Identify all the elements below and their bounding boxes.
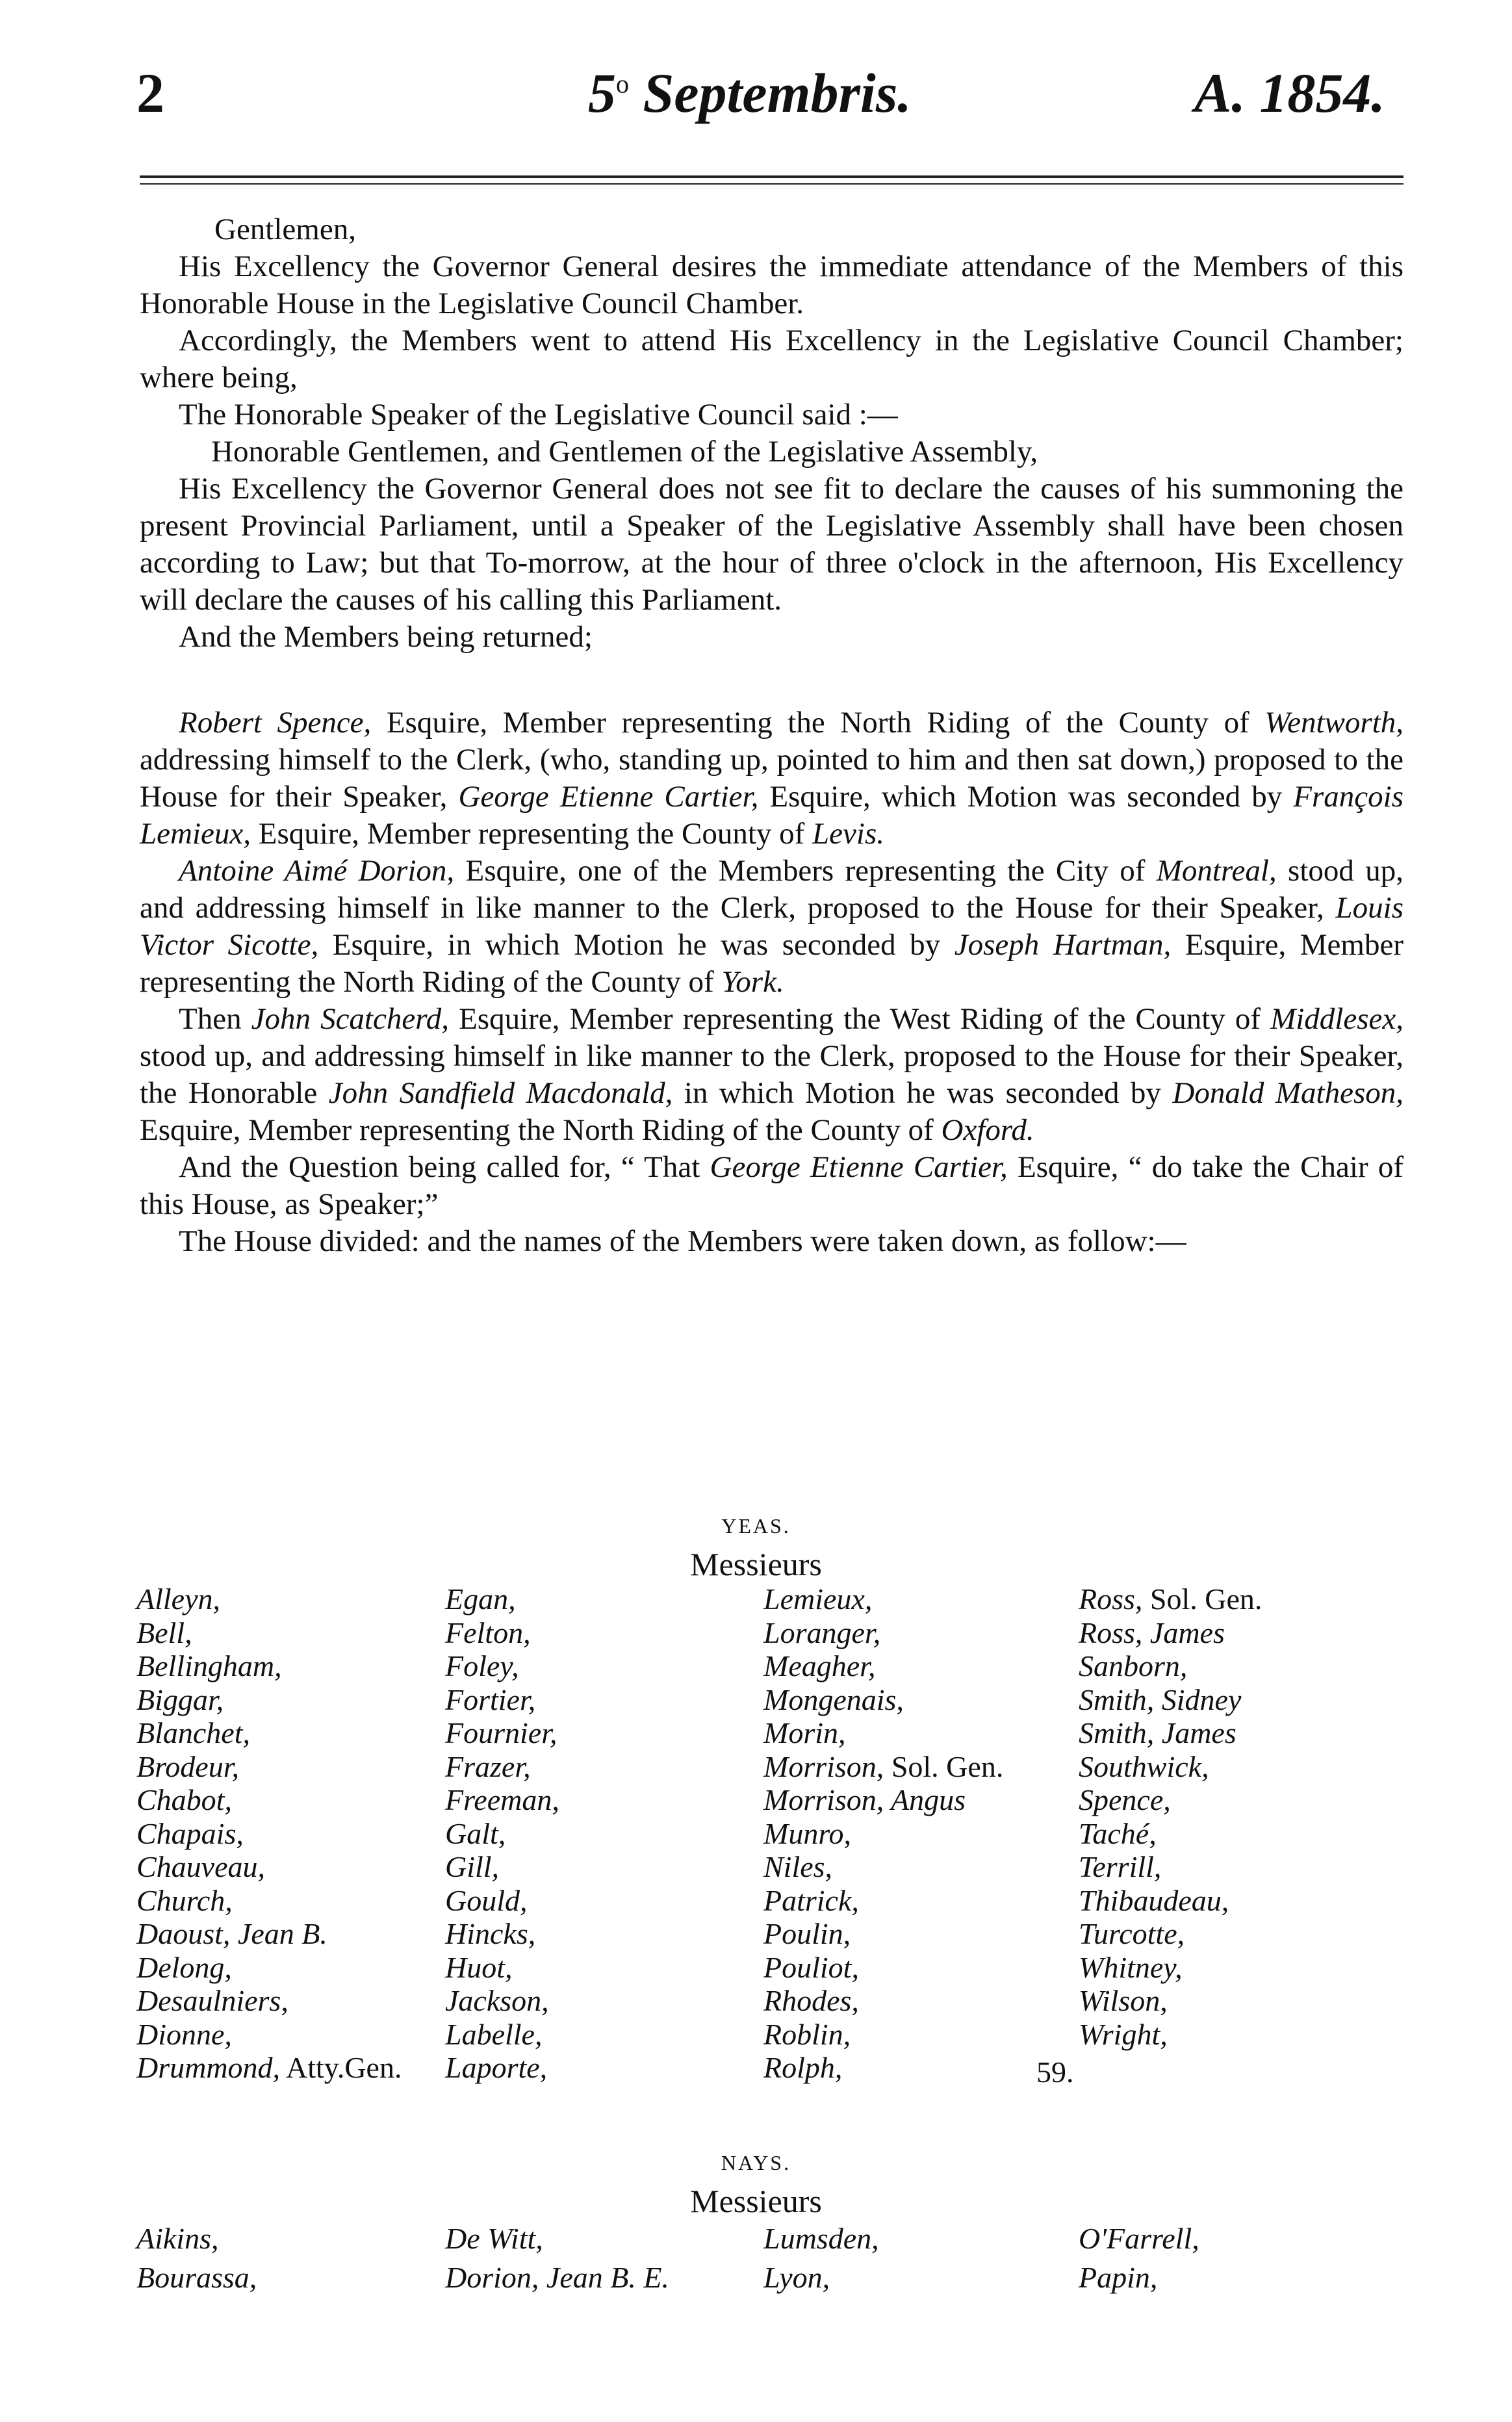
member-name: Jackson, <box>445 1984 549 2017</box>
paragraph-attendance: His Excellency the Governor General desires the immediate attendance of the Members of this Honorable House in the Legislative Council Chamber. <box>140 250 1403 320</box>
member-name: Foley, <box>445 1649 519 1682</box>
member-entry <box>1079 2018 1262 2052</box>
yeas-count: 59. <box>1036 2055 1074 2089</box>
member-name: Loranger, <box>763 1616 881 1649</box>
member-entry <box>445 1649 559 1683</box>
member-name: Lumsden, <box>763 2222 879 2255</box>
member-entry <box>763 2258 879 2297</box>
paragraph-returned: And the Members being returned; <box>179 620 593 654</box>
greeting: Gentlemen, <box>214 213 356 246</box>
member-name: Fournier, <box>445 1716 557 1749</box>
member-entry <box>136 1817 402 1851</box>
member-name: Bellingham, <box>136 1649 282 1682</box>
nays-column-4 <box>1079 2219 1199 2297</box>
member-name: Morin, <box>763 1716 846 1749</box>
member-entry <box>136 1850 402 1884</box>
member-entry <box>763 1850 1003 1884</box>
member-entry <box>136 1783 402 1817</box>
member-name: Chapais, <box>136 1816 244 1850</box>
member-name: Alleyn, <box>136 1582 220 1616</box>
header-year: A. 1854. <box>1194 62 1385 124</box>
member-entry <box>445 1984 559 2018</box>
member-entry <box>1079 1984 1262 2018</box>
member-name: Dionne, <box>136 2017 232 2051</box>
member-name: Pouliot, <box>763 1950 859 1984</box>
member-name: Morrison, Angus <box>763 1783 966 1816</box>
member-name: Egan, <box>445 1582 516 1616</box>
member-entry <box>1079 1582 1262 1616</box>
member-entry <box>136 2051 402 2085</box>
member-name: Rolph, <box>763 2051 843 2084</box>
member-title: Sol. Gen. <box>891 1749 1004 1783</box>
member-name: Chauveau, <box>136 1850 266 1883</box>
member-entry <box>136 1884 402 1918</box>
member-title: Sol. Gen. <box>1149 1582 1262 1616</box>
member-name: Lyon, <box>763 2261 830 2294</box>
member-name: Freeman, <box>445 1783 559 1816</box>
member-entry <box>1079 1850 1262 1884</box>
member-name: Fortier, <box>445 1682 536 1716</box>
header-rule <box>140 175 1403 178</box>
member-name: Bourassa, <box>136 2261 257 2294</box>
member-entry <box>136 1582 402 1616</box>
member-entry <box>763 1683 1003 1717</box>
member-entry <box>763 1817 1003 1851</box>
member-name: Niles, <box>763 1850 833 1883</box>
member-entry <box>136 1750 402 1784</box>
member-name: Sanborn, <box>1079 1649 1188 1682</box>
yeas-subtitle: Messieurs <box>690 1546 822 1582</box>
member-entry <box>445 2018 559 2052</box>
member-name: Church, <box>136 1883 233 1917</box>
nays-column-3 <box>763 2219 879 2297</box>
motion-spence: Robert Spence, Esquire, Member representing the North Riding of the County of Wentworth, addressing himself to the Clerk, (who, standing up, pointed to him and then sat down,) proposed to the House for their Speaker, George Etienne Cartier, Esquire, which Motion was seconded by François Lemieux, Esquire, Member representing the County of Levis. <box>140 706 1403 851</box>
member-name: Laporte, <box>445 2051 548 2084</box>
nays-column-2 <box>445 2219 669 2297</box>
member-entry <box>1079 1783 1262 1817</box>
member-name: Dorion, Jean B. E. <box>445 2261 669 2294</box>
member-name: Papin, <box>1079 2261 1158 2294</box>
member-entry <box>445 1917 559 1951</box>
member-entry <box>763 1750 1003 1784</box>
paragraph-declaration: His Excellency the Governor General does not see fit to declare the causes of his summoning the present Provincial Parliament, until a Speaker of the Legislative Assembly shall have been chosen according to Law; but that To-morrow, at the hour of three o'clock in the afternoon, His Excellency will declare the causes of his calling this Parliament. <box>140 472 1403 617</box>
member-entry <box>1079 2219 1199 2258</box>
member-name: Huot, <box>445 1950 513 1984</box>
member-name: Blanchet, <box>136 1716 250 1749</box>
yeas-column-4 <box>1079 1582 1262 2051</box>
member-entry <box>445 1716 559 1750</box>
member-name: Biggar, <box>136 1682 224 1716</box>
member-name: Drummond, <box>136 2051 281 2084</box>
member-entry <box>136 1616 402 1650</box>
member-name: Gill, <box>445 1850 500 1883</box>
member-entry <box>136 2219 257 2258</box>
member-name: Taché, <box>1079 1816 1157 1850</box>
member-name: O'Farrell, <box>1079 2222 1199 2255</box>
member-name: Roblin, <box>763 2017 851 2051</box>
member-entry <box>763 1783 1003 1817</box>
member-name: Poulin, <box>763 1917 851 1950</box>
member-entry <box>445 1683 559 1717</box>
nays-title: NAYS. <box>721 2151 791 2174</box>
member-entry <box>1079 1750 1262 1784</box>
member-entry <box>1079 1683 1262 1717</box>
member-entry <box>763 1716 1003 1750</box>
header-date: 5$^o$ Septembris. <box>588 62 912 124</box>
member-entry <box>445 1951 559 1985</box>
division-paragraph: The House divided: and the names of the Members were taken down, as follow:— <box>179 1224 1186 1258</box>
member-title: Atty.Gen. <box>286 2051 402 2084</box>
member-entry <box>1079 1616 1262 1650</box>
nays-column-1 <box>136 2219 257 2297</box>
member-name: Wright, <box>1079 2017 1168 2051</box>
member-entry <box>136 2018 402 2052</box>
member-entry <box>1079 1817 1262 1851</box>
member-name: Frazer, <box>445 1749 531 1783</box>
member-entry <box>763 1917 1003 1951</box>
motion-scatcherd: Then John Scatcherd, Esquire, Member representing the West Riding of the County of Middlesex, stood up, and addressing himself in like manner to the Clerk, proposed to the House for their Speaker, the Honorable John Sandfield Macdonald, in which Motion he was seconded by Donald Matheson, Esquire, Member representing the North Riding of the County of Oxford. <box>140 1002 1403 1147</box>
member-entry <box>763 1884 1003 1918</box>
member-name: Delong, <box>136 1950 232 1984</box>
member-name: Chabot, <box>136 1783 232 1816</box>
member-name: Smith, Sidney <box>1079 1682 1242 1716</box>
member-entry <box>1079 2258 1199 2297</box>
page-number: 2 <box>136 62 164 124</box>
yeas-title: YEAS. <box>721 1514 791 1538</box>
member-name: Smith, James <box>1079 1716 1237 1749</box>
paragraph-accordingly: Accordingly, the Members went to attend His Excellency in the Legislative Council Chamber; where being, <box>140 324 1403 394</box>
question-paragraph: And the Question being called for, “ That George Etienne Cartier, Esquire, “ do take the Chair of this House, as Speaker;” <box>140 1150 1403 1221</box>
motion-dorion: Antoine Aimé Dorion, Esquire, one of the Members representing the City of Montreal, stood up, and addressing himself in like manner to the Clerk, proposed to the House for their Speaker, Louis Victor Sicotte, Esquire, in which Motion he was seconded by Joseph Hartman, Esquire, Member representing the North Riding of the County of York. <box>140 854 1404 999</box>
member-name: Mongenais, <box>763 1682 904 1716</box>
member-name: Patrick, <box>763 1883 859 1917</box>
member-entry <box>136 2258 257 2297</box>
member-entry <box>445 1616 559 1650</box>
member-name: Southwick, <box>1079 1749 1209 1783</box>
member-entry <box>1079 1917 1262 1951</box>
member-entry <box>136 1917 402 1951</box>
member-name: Turcotte, <box>1079 1917 1185 1950</box>
member-name: Desaulniers, <box>136 1984 288 2017</box>
member-name: Bell, <box>136 1616 192 1649</box>
member-entry <box>445 1750 559 1784</box>
member-name: Felton, <box>445 1616 531 1649</box>
member-entry <box>1079 1649 1262 1683</box>
member-entry <box>445 1884 559 1918</box>
member-name: De Witt, <box>445 2222 543 2255</box>
header-rule-thin <box>140 183 1403 185</box>
member-name: Labelle, <box>445 2017 543 2051</box>
yeas-column-1 <box>136 1582 402 2085</box>
member-entry <box>136 1683 402 1717</box>
member-name: Meagher, <box>763 1649 876 1682</box>
member-entry <box>763 1951 1003 1985</box>
member-name: Aikins, <box>136 2222 219 2255</box>
body-text <box>140 211 1403 1260</box>
member-entry <box>763 2018 1003 2052</box>
member-name: Ross, James <box>1079 1616 1225 1649</box>
paragraph-speaker-said: The Honorable Speaker of the Legislative Council said :— <box>179 398 898 432</box>
member-name: Gould, <box>445 1883 528 1917</box>
member-name: Thibaudeau, <box>1079 1883 1229 1917</box>
member-name: Brodeur, <box>136 1749 240 1783</box>
member-entry <box>445 2258 669 2297</box>
member-entry <box>136 1984 402 2018</box>
member-entry <box>763 2051 1003 2085</box>
member-name: Spence, <box>1079 1783 1171 1816</box>
member-entry <box>445 1783 559 1817</box>
member-entry <box>445 1817 559 1851</box>
member-name: Terrill, <box>1079 1850 1162 1883</box>
member-name: Munro, <box>763 1816 852 1850</box>
member-entry <box>445 1850 559 1884</box>
member-entry <box>763 1984 1003 2018</box>
member-name: Hincks, <box>445 1917 536 1950</box>
yeas-column-2 <box>445 1582 559 2085</box>
member-entry <box>445 2051 559 2085</box>
member-entry <box>1079 1716 1262 1750</box>
member-entry <box>136 1716 402 1750</box>
member-entry <box>136 1649 402 1683</box>
member-entry <box>445 2219 669 2258</box>
member-name: Daoust, Jean B. <box>136 1917 327 1950</box>
member-entry <box>763 1582 1003 1616</box>
member-entry <box>136 1951 402 1985</box>
member-name: Whitney, <box>1079 1950 1183 1984</box>
member-name: Ross, <box>1079 1582 1143 1616</box>
yeas-column-3 <box>763 1582 1003 2085</box>
member-entry <box>763 2219 879 2258</box>
member-entry <box>763 1649 1003 1683</box>
member-entry <box>763 1616 1003 1650</box>
member-name: Galt, <box>445 1816 506 1850</box>
member-name: Lemieux, <box>763 1582 873 1616</box>
member-name: Rhodes, <box>763 1984 859 2017</box>
member-entry <box>445 1582 559 1616</box>
nays-subtitle: Messieurs <box>690 2183 822 2219</box>
member-name: Wilson, <box>1079 1984 1168 2017</box>
member-entry <box>1079 1884 1262 1918</box>
paragraph-address: Honorable Gentlemen, and Gentlemen of the Legislative Assembly, <box>211 435 1038 469</box>
member-entry <box>1079 1951 1262 1985</box>
member-name: Morrison, <box>763 1749 884 1783</box>
